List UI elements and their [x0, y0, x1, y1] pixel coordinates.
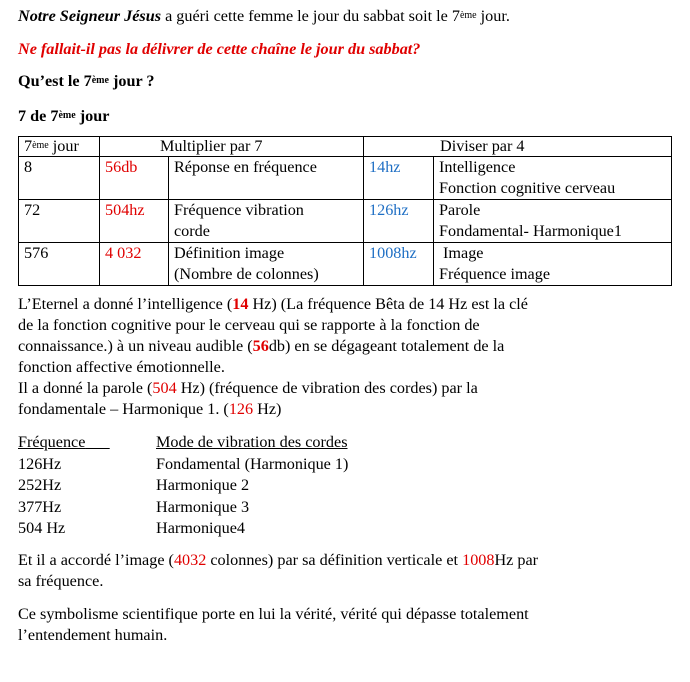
intro-line: [18, 6, 678, 27]
intro-text: a guéri cette femme le jour du sabbat soit le 7: [161, 7, 460, 25]
seventh-day-heading: [18, 71, 678, 92]
para-text: Et il a accordé l’image (: [18, 550, 174, 569]
value-1008: 1008: [462, 550, 495, 569]
table-row: [19, 200, 672, 243]
frequency-table: [18, 432, 678, 540]
meaning-line: Fréquence vibration: [174, 201, 304, 219]
cell-divided: 126hz: [364, 200, 434, 243]
para-text: connaissance.) à un niveau audible (: [18, 337, 253, 355]
frequency-row: [18, 475, 678, 497]
sense-line: Fonction cognitive cerveau: [439, 179, 616, 197]
table-row: [19, 243, 672, 286]
para-line: l’entendement humain.: [18, 625, 168, 644]
frequency-value: 504 Hz: [18, 519, 66, 537]
document-page: [18, 6, 678, 646]
para-line: [18, 399, 678, 420]
heading-text: Qu’est le 7: [18, 72, 92, 90]
para-text: Hz): [253, 400, 282, 418]
para-text: colonnes) par sa définition verticale et: [206, 550, 463, 569]
frequency-header-underline: [85, 433, 109, 451]
meaning-line: Réponse en fréquence: [174, 158, 317, 176]
heading-text-end: jour ?: [108, 72, 155, 90]
frequency-header: [18, 432, 678, 454]
cell-divided: 14hz: [364, 157, 434, 200]
frequency-value: 126Hz: [18, 454, 62, 473]
para-line: [18, 378, 678, 399]
frequency-header-label: Fréquence: [18, 433, 86, 451]
cell-meaning: [169, 200, 364, 243]
mode-value: Harmonique 3: [156, 497, 250, 516]
cell-day: 8: [19, 157, 100, 200]
para-line: fonction affective émotionnelle.: [18, 358, 225, 376]
para-text: Hz par: [494, 550, 539, 569]
para-line: [18, 550, 678, 571]
para-line: [18, 336, 678, 357]
para-text: Hz) (fréquence de vibration des cordes) par la: [176, 379, 478, 397]
meaning-line: (Nombre de colonnes): [174, 265, 319, 283]
cell-multiplied: 504hz: [100, 200, 169, 243]
cell-sense: [434, 200, 672, 243]
sense-line: Fondamental- Harmonique1: [439, 222, 622, 240]
para-text: fondamentale – Harmonique 1. (: [18, 400, 229, 418]
cell-divided: 1008hz: [364, 243, 434, 286]
cell-sense: [434, 243, 672, 286]
sense-line: Intelligence: [439, 158, 516, 176]
frequency-header-cell: [18, 432, 156, 454]
meaning-line: corde: [174, 222, 210, 240]
para-text: Il a donné la parole (: [18, 379, 153, 397]
frequency-value: 252Hz: [18, 476, 62, 494]
header-multiply: Multiplier par 7: [100, 137, 364, 157]
cell-day: 576: [19, 243, 100, 286]
frequency-value: 377Hz: [18, 497, 62, 516]
para-text: db) en se dégageant totalement de la: [268, 337, 505, 355]
seven-of-seven-heading: [18, 106, 678, 127]
para-text: L’Eternel a donné l’intelligence (: [18, 295, 233, 313]
intro-text-end: jour.: [476, 7, 510, 25]
sense-line: Image: [439, 244, 484, 262]
mode-value: Fondamental (Harmonique 1): [156, 454, 349, 473]
table-row: [19, 157, 672, 200]
frequency-row: [18, 518, 678, 540]
question-line: Ne fallait-il pas la délivrer de cette chaîne le jour du sabbat?: [18, 40, 421, 58]
para-line: sa fréquence.: [18, 571, 104, 590]
table-header-row: [19, 137, 672, 157]
cell-multiplied: 4 032: [100, 243, 169, 286]
para-text: Hz) (La fréquence Bêta de 14 Hz est la clé: [248, 295, 528, 313]
mode-value: Harmonique 2: [156, 476, 250, 494]
days-table: [18, 136, 672, 286]
meaning-line: Définition image: [174, 244, 285, 262]
subheading-sup: ème: [58, 110, 76, 121]
header-day-num: 7: [24, 137, 33, 155]
heading-sup: ème: [91, 75, 109, 86]
header-day: [19, 137, 100, 157]
para-line: Ce symbolisme scientifique porte en lui la vérité, vérité qui dépasse totalement: [18, 604, 529, 623]
subheading-text-end: jour: [75, 107, 110, 125]
conclusion-paragraph: [18, 604, 678, 646]
header-day-sup: ème: [32, 140, 49, 151]
value-126: 126: [228, 400, 254, 418]
frequency-row: [18, 497, 678, 519]
cell-meaning: [169, 157, 364, 200]
para-line: de la fonction cognitive pour le cerveau qui se rapporte à la fonction de: [18, 316, 480, 334]
value-56: 56: [252, 337, 269, 355]
cell-meaning: [169, 243, 364, 286]
value-504: 504: [152, 379, 177, 397]
intro-name: Notre Seigneur Jésus: [18, 7, 162, 25]
image-paragraph: [18, 550, 678, 592]
intro-sup: ème: [459, 10, 477, 21]
frequency-row: [18, 454, 678, 476]
header-day-text: jour: [48, 137, 79, 155]
value-14: 14: [232, 295, 249, 313]
subheading-text: 7 de 7: [18, 107, 59, 125]
mode-header-label: Mode de vibration des cordes: [156, 433, 348, 451]
sense-line: Fréquence image: [439, 265, 551, 283]
cell-sense: [434, 157, 672, 200]
para-line: [18, 294, 678, 315]
cell-day: 72: [19, 200, 100, 243]
sense-line: Parole: [439, 201, 481, 219]
mode-value: Harmonique4: [156, 519, 246, 537]
explanation-paragraph: [18, 294, 678, 420]
header-divide: Diviser par 4: [364, 137, 672, 157]
cell-multiplied: 56db: [100, 157, 169, 200]
value-4032: 4032: [173, 550, 207, 569]
